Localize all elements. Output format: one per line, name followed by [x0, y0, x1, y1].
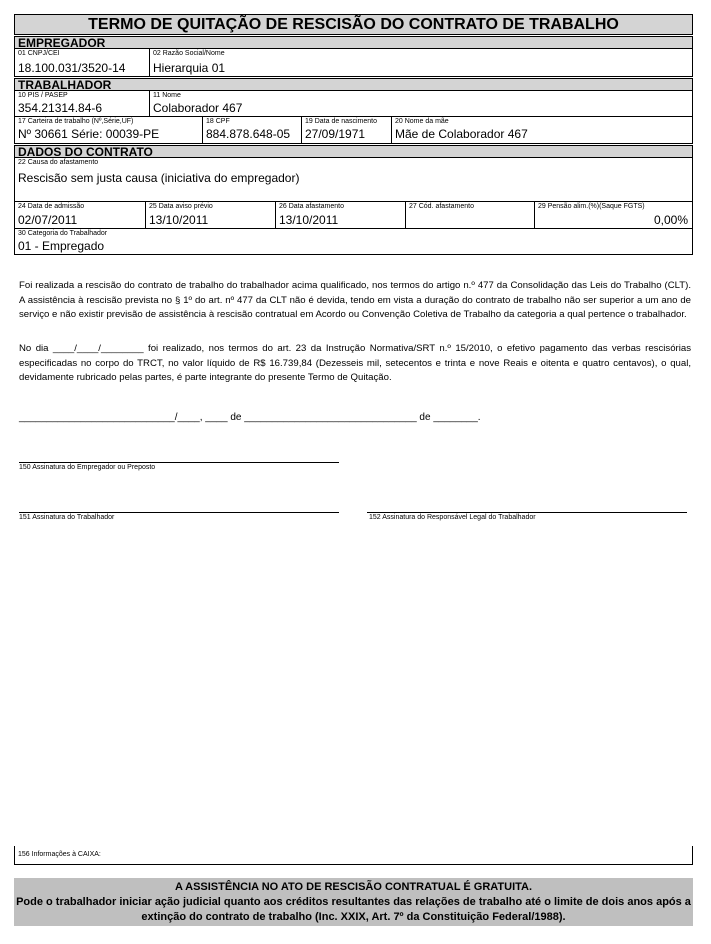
pensao-cell: [534, 202, 692, 228]
footer-line-1: A ASSISTÊNCIA NO ATO DE RESCISÃO CONTRATUAL É GRATUITA.: [174, 881, 533, 893]
document-title: TERMO DE QUITAÇÃO DE RESCISÃO DO CONTRATO DE TRABALHO: [14, 14, 693, 35]
pis-value: 354.21314.84-6: [18, 101, 103, 115]
ctps-label: 17 Carteira de trabalho (Nº,Série,UF): [18, 118, 134, 125]
cnpj-value: 18.100.031/3520-14: [18, 61, 126, 75]
ctps-cell: [15, 117, 202, 143]
nome-cell: [149, 91, 692, 116]
mae-cell: [391, 117, 692, 143]
sig-label-responsavel: 152 Assinatura do Responsável Legal do Trabalhador: [369, 514, 536, 521]
cnpj-cell: [15, 49, 149, 76]
categoria-label: 30 Categoria do Trabalhador: [18, 230, 108, 237]
categoria-row: [14, 229, 693, 255]
nascimento-label: 19 Data de nascimento: [305, 118, 377, 125]
footer-notice: [14, 878, 693, 926]
caixa-info-label: 156 Informações à CAIXA:: [18, 851, 101, 858]
categoria-cell: [15, 229, 692, 254]
sig-line-trabalhador: [19, 512, 339, 513]
afastamento-value: 13/10/2011: [279, 213, 339, 227]
place-date-line: ____________________________/____, ____ de _______________________________ de ________.: [19, 412, 481, 423]
causa-value: Rescisão sem justa causa (iniciativa do empregador): [18, 171, 300, 185]
causa-row: [14, 158, 693, 202]
nascimento-value: 27/09/1971: [305, 127, 366, 141]
ctps-value: Nº 30661 Série: 00039-PE: [18, 127, 160, 141]
nascimento-cell: [301, 117, 391, 143]
cnpj-label: 01 CNPJ/CEI: [18, 50, 60, 57]
razao-value: Hierarquia 01: [153, 61, 226, 75]
caixa-info-box: [14, 846, 693, 865]
causa-cell: [15, 158, 692, 201]
admissao-cell: [15, 202, 145, 228]
sig-label-empregador: 150 Assinatura do Empregador ou Preposto: [19, 464, 156, 471]
categoria-value: 01 - Empregado: [18, 239, 105, 253]
cod-afastamento-cell: [405, 202, 534, 228]
section-empregador: EMPREGADOR: [14, 36, 693, 49]
mae-value: Mãe de Colaborador 467: [395, 127, 528, 141]
pis-cell: [15, 91, 149, 116]
nome-label: 11 Nome: [153, 92, 181, 99]
cpf-value: 884.878.648-05: [206, 127, 291, 141]
footer-line-2: Pode o trabalhador iniciar ação judicial quanto aos créditos resultantes das relações de trabalho até o limite de dois anos após a extinção do contrato de trabalho (Inc. XXIX, Art. 7º da Constituição Federal/1988).: [16, 896, 691, 923]
aviso-value: 13/10/2011: [149, 213, 209, 227]
cpf-cell: [202, 117, 301, 143]
cod-afastamento-label: 27 Cód. afastamento: [409, 203, 474, 210]
aviso-cell: [145, 202, 275, 228]
razao-cell: [149, 49, 692, 76]
nome-value: Colaborador 467: [153, 101, 243, 115]
trabalhador-row-1: [14, 91, 693, 117]
datas-row: [14, 202, 693, 229]
causa-label: 22 Causa do afastamento: [18, 159, 99, 166]
quitacao-paragraph-2: No dia ____/____/________ foi realizado, nos termos do art. 23 da Instrução Normativa/SRT n.º 15/2010, o efetivo pagamento das verbas rescisórias especificadas no corpo do TRCT, no valor líquido de R$ 16.739,84 (Dezesseis mil, setecentos e trinta e nove Reais e oitenta e quatro centavos), o qual, devidamente rubricado pelas partes, é parte integrante do presente Termo de Quitação.: [19, 343, 691, 383]
trabalhador-row-2: [14, 117, 693, 144]
cpf-label: 18 CPF: [206, 118, 230, 125]
empregador-row: [14, 49, 693, 77]
pensao-value: 0,00%: [653, 213, 688, 227]
sig-line-responsavel: [367, 512, 687, 513]
razao-label: 02 Razão Social/Nome: [153, 50, 225, 57]
sig-line-empregador: [19, 462, 339, 463]
pis-label: 10 PIS / PASEP: [18, 92, 68, 99]
quitacao-paragraph-1: Foi realizada a rescisão do contrato de trabalho do trabalhador acima qualificado, nos termos do artigo n.º 477 da Consolidação das Leis do Trabalho (CLT). A assistência à rescisão prevista no § 1º do art. nº 477 da CLT não é devida, tendo em vista a duração do contrato de trabalho não ser superior a um ano de serviço e não existir previsão de assistência à rescisão contratual em Acordo ou Convenção Coletiva de Trabalho da categoria a qual pertence o trabalhador.: [19, 280, 691, 320]
admissao-value: 02/07/2011: [18, 213, 78, 227]
section-trabalhador: TRABALHADOR: [14, 78, 693, 91]
afastamento-label: 26 Data afastamento: [279, 203, 344, 210]
admissao-label: 24 Data de admissão: [18, 203, 85, 210]
pensao-label: 29 Pensão alim.(%)(Saque FGTS): [538, 203, 645, 210]
mae-label: 20 Nome da mãe: [395, 118, 449, 125]
afastamento-cell: [275, 202, 405, 228]
sig-label-trabalhador: 151 Assinatura do Trabalhador: [19, 514, 115, 521]
section-contrato: DADOS DO CONTRATO: [14, 145, 693, 158]
aviso-label: 25 Data aviso prévio: [149, 203, 213, 210]
